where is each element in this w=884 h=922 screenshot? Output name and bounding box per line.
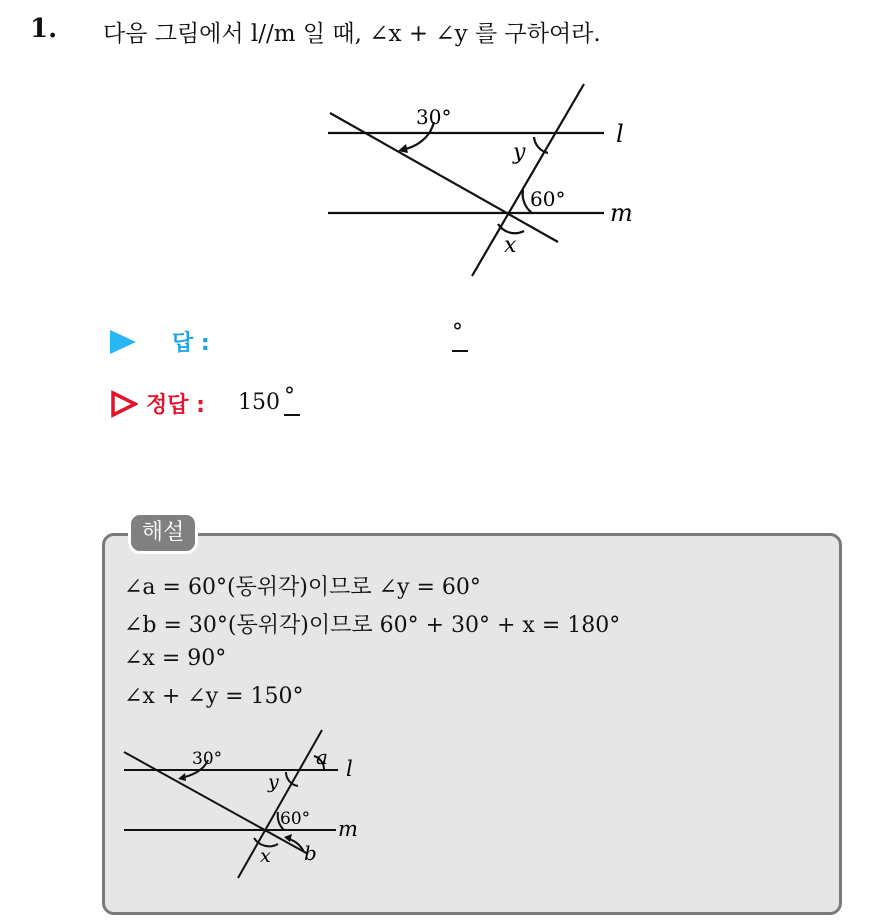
solution-line-3: ∠x = 90° [124, 646, 227, 671]
label-a: a [316, 745, 328, 769]
label-x-bottom: x [260, 845, 271, 867]
solution-line-1: ∠a = 60°(동위각)이므로 ∠y = 60° [124, 575, 481, 600]
label-m: m [610, 199, 633, 227]
label-y: y [513, 140, 526, 165]
label-30-bottom: 30° [192, 749, 223, 769]
figure-top [320, 80, 640, 280]
solution-line-4: ∠x + ∠y = 150° [124, 684, 304, 709]
label-b: b [304, 841, 317, 865]
label-l: l [616, 120, 624, 148]
label-y-bottom: y [268, 771, 279, 793]
label-m-bottom: m [338, 817, 358, 841]
label-60: 60° [530, 187, 566, 211]
label-30: 30° [416, 105, 452, 129]
solution-line-2: ∠b = 30°(동위각)이므로 60° + 30° + x = 180° [124, 613, 621, 638]
correct-label: 정답 : [146, 393, 205, 418]
transversal-2 [472, 84, 584, 276]
correct-degree: ° [284, 384, 295, 409]
label-l-bottom: l [346, 757, 353, 781]
correct-marker-icon [110, 390, 138, 418]
answer-label: 답 : [172, 331, 210, 356]
solution-tab: 해설 [128, 512, 198, 554]
label-60-bottom: 60° [280, 809, 311, 829]
question-number: 1. [30, 14, 58, 44]
figure-bottom [118, 724, 378, 884]
answer-marker-icon [110, 330, 136, 354]
answer-blank[interactable] [452, 350, 468, 352]
answer-degree: ° [452, 320, 463, 345]
label-x: x [504, 233, 517, 258]
question-text: 다음 그림에서 l//m 일 때, ∠x + ∠y 를 구하여라. [103, 21, 601, 47]
correct-underline [284, 414, 300, 416]
correct-value: 150 [238, 390, 280, 415]
